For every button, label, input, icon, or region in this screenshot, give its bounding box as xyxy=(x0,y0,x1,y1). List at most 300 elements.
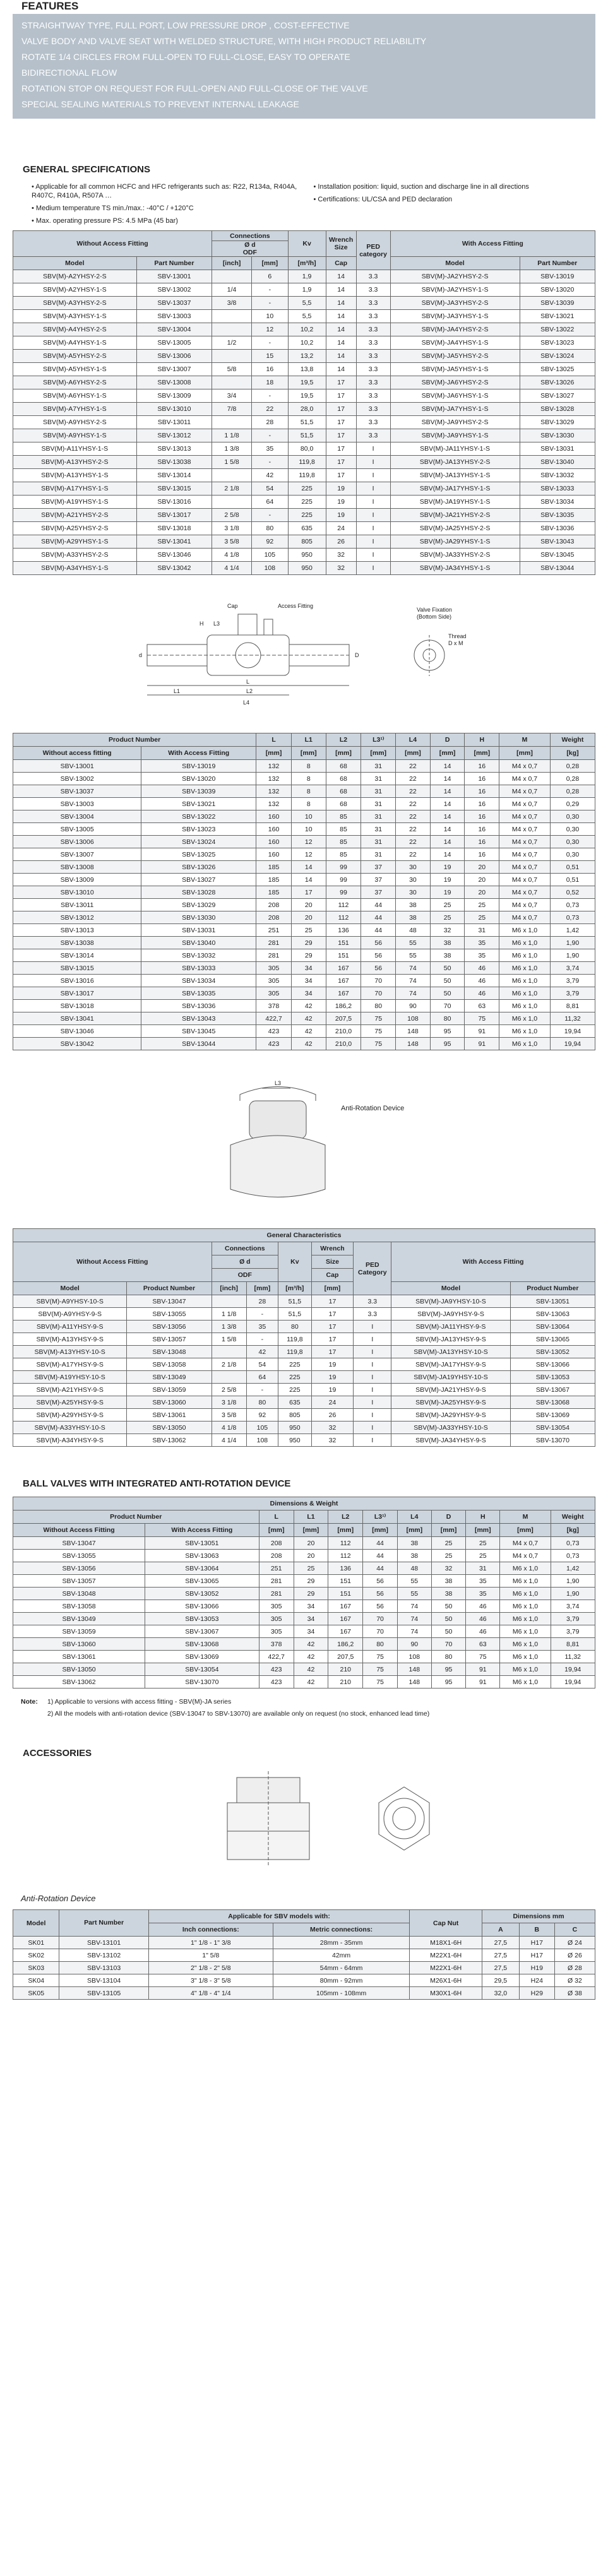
table-cell: 14 xyxy=(430,848,465,861)
table-cell: I xyxy=(354,1409,391,1422)
table-cell: I xyxy=(354,1384,391,1396)
table-cell: 35 xyxy=(465,949,499,962)
table-cell: 151 xyxy=(328,1588,363,1600)
table-row xyxy=(13,848,595,861)
table-cell: SBV-13062 xyxy=(127,1434,212,1447)
table-cell: 75 xyxy=(363,1651,397,1663)
table-cell: 42 xyxy=(294,1638,328,1651)
th-kv: Kv xyxy=(288,231,326,257)
table-cell: - xyxy=(252,283,289,297)
table-cell: 44 xyxy=(361,924,396,937)
table-cell: 3/8 xyxy=(212,297,252,310)
table-cell: SBV(M)-A11YHSY-9-S xyxy=(13,1321,127,1333)
table-cell: M6 x 1,0 xyxy=(499,1012,551,1025)
table-cell: 14 xyxy=(430,798,465,810)
table-cell: 1,42 xyxy=(550,924,595,937)
table-row xyxy=(13,760,595,773)
table-cell: 305 xyxy=(256,987,292,1000)
table-cell: 112 xyxy=(328,1537,363,1550)
table-cell: 42 xyxy=(291,1025,326,1038)
table-cell: M4 x 0,7 xyxy=(499,785,551,798)
table-cell: SBV(M)-JA29YHSY-1-S xyxy=(390,535,520,549)
note-2: 2) All the models with anti-rotation device (SBV-13047 to SBV-13070) are available only on request (no stock, enhanced lead time) xyxy=(47,1710,430,1718)
table-cell: 635 xyxy=(288,522,326,535)
table-cell: 48 xyxy=(397,1562,431,1575)
table-cell: SBV-13066 xyxy=(145,1600,259,1613)
table-cell: Ø 38 xyxy=(554,1987,595,2000)
table-cell: 805 xyxy=(278,1409,312,1422)
table-cell: 29 xyxy=(291,949,326,962)
table-cell: 119,8 xyxy=(278,1346,312,1358)
table-cell: M6 x 1,0 xyxy=(500,1651,551,1663)
table-cell: SBV-13069 xyxy=(145,1651,259,1663)
table-cell: M6 x 1,0 xyxy=(499,924,551,937)
table-cell: 32,0 xyxy=(482,1987,520,2000)
table-cell: 0,30 xyxy=(550,823,595,836)
table-cell: SBV(M)-A6YHSY-1-S xyxy=(13,389,137,403)
table-cell: 3.3 xyxy=(356,297,390,310)
table-cell: 14 xyxy=(430,785,465,798)
table-cell: SBV(M)-JA13YHSY-2-S xyxy=(390,456,520,469)
table-cell: 17 xyxy=(326,429,356,442)
table-cell: 32 xyxy=(311,1434,354,1447)
table-cell: 186,2 xyxy=(326,1000,361,1012)
table-cell: I xyxy=(354,1371,391,1384)
table-cell: 54 xyxy=(246,1358,278,1371)
table-cell: 80 xyxy=(252,522,289,535)
table-cell: 75 xyxy=(466,1651,500,1663)
table-cell: 281 xyxy=(259,1575,294,1588)
table-cell: 19 xyxy=(326,496,356,509)
table-cell: 207,5 xyxy=(326,1012,361,1025)
table-cell: 31 xyxy=(361,798,396,810)
th-D: D xyxy=(431,1511,465,1524)
table-cell: 37 xyxy=(361,874,396,886)
table-cell: 3,79 xyxy=(550,987,595,1000)
table-row xyxy=(13,1012,595,1025)
table-cell: 19,94 xyxy=(550,1038,595,1050)
table-row xyxy=(13,861,595,874)
table-cell: SBV-13022 xyxy=(141,810,256,823)
th-B: B xyxy=(519,1923,554,1937)
valve-cap xyxy=(238,614,257,635)
th-D: D xyxy=(430,733,465,747)
notes xyxy=(13,1696,595,1720)
table-cell: I xyxy=(356,496,390,509)
table-cell: 22 xyxy=(396,848,431,861)
th-unit-M: [mm] xyxy=(499,747,551,760)
table-row xyxy=(13,975,595,987)
table-cell: SBV(M)-JA3YHSY-1-S xyxy=(390,310,520,323)
spec-item: • Installation position: liquid, suction and discharge line in all directions xyxy=(313,183,529,191)
th-model-with: Model xyxy=(390,257,520,270)
table-cell: SBV-13064 xyxy=(145,1562,259,1575)
table-cell: 950 xyxy=(278,1434,312,1447)
table-cell: 119,8 xyxy=(288,456,326,469)
table-cell: 148 xyxy=(397,1663,431,1676)
table-cell: 38 xyxy=(396,899,431,911)
table-cell: 4" 1/8 - 4" 1/4 xyxy=(148,1987,273,2000)
table-cell: SBV-13021 xyxy=(141,798,256,810)
table-cell: 91 xyxy=(466,1663,500,1676)
table-cell: SBV(M)-A5YHSY-2-S xyxy=(13,350,137,363)
table-cell: 10 xyxy=(291,823,326,836)
table-cell: 635 xyxy=(278,1396,312,1409)
table-cell: 27,5 xyxy=(482,1962,520,1974)
table-cell: SBV-13050 xyxy=(13,1663,145,1676)
table-cell: 3 1/8 xyxy=(212,1396,246,1409)
table-cell: 0,30 xyxy=(550,836,595,848)
th-connections: Connections xyxy=(212,1242,278,1255)
table-row xyxy=(13,899,595,911)
table-cell: 208 xyxy=(259,1550,294,1562)
th-unit-H: [mm] xyxy=(466,1524,500,1537)
table-cell: SBV-13023 xyxy=(520,336,595,350)
table-cell: SBV-13038 xyxy=(136,456,212,469)
table-row xyxy=(13,496,595,509)
table-cell: 251 xyxy=(256,924,292,937)
table-row xyxy=(13,785,595,798)
table-row xyxy=(13,1575,595,1588)
table-cell: SBV-13005 xyxy=(136,336,212,350)
table-cell: 63 xyxy=(465,1000,499,1012)
table-cell: M6 x 1,0 xyxy=(499,1038,551,1050)
table-cell: 3.3 xyxy=(356,336,390,350)
th-capnut: Cap Nut xyxy=(410,1910,482,1937)
device-cap xyxy=(249,1101,306,1139)
valve-top xyxy=(230,1136,325,1197)
table-cell: SBV-13046 xyxy=(13,1025,141,1038)
accessories-title: ACCESSORIES xyxy=(23,1748,92,1759)
table-cell: 30 xyxy=(396,886,431,899)
table-cell: 10 xyxy=(291,810,326,823)
th-with: With Access Fitting xyxy=(145,1524,259,1537)
table-cell: 16 xyxy=(465,785,499,798)
table-cell: M6 x 1,0 xyxy=(500,1625,551,1638)
th-mm2: [mm] xyxy=(311,1282,354,1295)
device-top xyxy=(240,1087,316,1101)
table-cell: 185 xyxy=(256,874,292,886)
spec-item: • Max. operating pressure PS: 4.5 MPa (45 bar) xyxy=(32,217,178,225)
table-cell: SBV-13032 xyxy=(520,469,595,482)
table-cell: 75 xyxy=(465,1012,499,1025)
table-cell: 75 xyxy=(361,1038,396,1050)
table-cell: M4 x 0,7 xyxy=(499,810,551,823)
table-cell: SBV(M)-JA7YHSY-1-S xyxy=(390,403,520,416)
table-cell: 167 xyxy=(326,962,361,975)
table-cell: 1,9 xyxy=(288,270,326,283)
table-cell: 251 xyxy=(259,1562,294,1575)
table-cell: 19 xyxy=(311,1384,354,1396)
table-cell: SBV(M)-A17YHSY-9-S xyxy=(13,1358,127,1371)
table-cell: 90 xyxy=(397,1638,431,1651)
table-cell: SBV(M)-A6YHSY-2-S xyxy=(13,376,137,389)
table-cell: SBV-13060 xyxy=(13,1638,145,1651)
th-wrench: Wrench xyxy=(311,1242,354,1255)
table-row xyxy=(13,535,595,549)
table-cell: 108 xyxy=(252,562,289,575)
table-cell: 17 xyxy=(311,1321,354,1333)
table-cell: SBV(M)-A29YHSY-9-S xyxy=(13,1409,127,1422)
table-cell: 13,8 xyxy=(288,363,326,376)
table-cell: 225 xyxy=(278,1371,312,1384)
anti-rotation-section-title: BALL VALVES WITH INTEGRATED ANTI-ROTATION DEVICE xyxy=(23,1478,291,1489)
table-cell: SBV(M)-A4YHSY-1-S xyxy=(13,336,137,350)
th-unit-L4: [mm] xyxy=(397,1524,431,1537)
th-unit-L3: [mm] xyxy=(361,747,396,760)
table-cell: SBV-13044 xyxy=(520,562,595,575)
table-cell: M26X1-6H xyxy=(410,1974,482,1987)
table-cell: SBV(M)-A11YHSY-1-S xyxy=(13,442,137,456)
th-product: Product Number xyxy=(127,1282,212,1295)
table-cell: 185 xyxy=(256,886,292,899)
table-cell: 30 xyxy=(396,861,431,874)
table-cell: 1/4 xyxy=(212,283,252,297)
table-cell: M4 x 0,7 xyxy=(499,823,551,836)
table-cell: 17 xyxy=(326,442,356,456)
table-cell: 24 xyxy=(326,522,356,535)
table-cell: 148 xyxy=(396,1038,431,1050)
table-cell: 305 xyxy=(259,1600,294,1613)
table-cell: 46 xyxy=(465,987,499,1000)
table-cell: 108 xyxy=(397,1651,431,1663)
table-cell: 80 xyxy=(430,1012,465,1025)
table-cell: 3" 1/8 - 3" 5/8 xyxy=(148,1974,273,1987)
table-cell: 14 xyxy=(430,823,465,836)
th-size: Size xyxy=(311,1255,354,1269)
feature-item: VALVE BODY AND VALVE SEAT WITH WELDED STRUCTURE, WITH HIGH PRODUCT RELIABILITY xyxy=(21,36,427,46)
table-cell: 31 xyxy=(361,773,396,785)
accessory-subtitle: Anti-Rotation Device xyxy=(21,1894,96,1903)
table-cell: M6 x 1,0 xyxy=(499,975,551,987)
th-part: Part Number xyxy=(136,257,212,270)
accessory-hex xyxy=(379,1787,429,1850)
table-cell: 56 xyxy=(363,1575,397,1588)
table-cell: 32 xyxy=(326,549,356,562)
table-cell: 0,73 xyxy=(550,911,595,924)
table-row xyxy=(13,363,595,376)
table-cell: 112 xyxy=(326,911,361,924)
table-cell: 208 xyxy=(256,899,292,911)
table-cell: SBV-13030 xyxy=(141,911,256,924)
table-cell: 32 xyxy=(326,562,356,575)
table-cell xyxy=(212,1371,246,1384)
table-cell: SBV(M)-JA6YHSY-2-S xyxy=(390,376,520,389)
th-unit-L: [mm] xyxy=(259,1524,294,1537)
table-cell: M4 x 0,7 xyxy=(499,899,551,911)
table-cell: 0,51 xyxy=(550,861,595,874)
table-cell: 90 xyxy=(396,1000,431,1012)
table-cell: SBV-13012 xyxy=(13,911,141,924)
table-cell: SBV(M)-JA4YHSY-2-S xyxy=(390,323,520,336)
table-row xyxy=(13,403,595,416)
table-cell: SBV-13026 xyxy=(520,376,595,389)
table-cell: 3.3 xyxy=(356,283,390,297)
table-row xyxy=(13,429,595,442)
table-cell: 74 xyxy=(396,987,431,1000)
table-cell: 3 5/8 xyxy=(212,1409,246,1422)
table-cell: 85 xyxy=(326,848,361,861)
table-cell: 2 5/8 xyxy=(212,509,252,522)
table-cell: SBV(M)-A29YHSY-1-S xyxy=(13,535,137,549)
table-cell: SBV-13016 xyxy=(136,496,212,509)
table-cell: SBV-13045 xyxy=(141,1025,256,1038)
table-cell: M6 x 1,0 xyxy=(499,937,551,949)
table-cell: 56 xyxy=(363,1600,397,1613)
table-cell: SBV-13070 xyxy=(510,1434,595,1447)
table-row xyxy=(13,1651,595,1663)
table-cell: 54 xyxy=(252,482,289,496)
table-cell: SBV(M)-JA19YHSY-1-S xyxy=(390,496,520,509)
specs-title: GENERAL SPECIFICATIONS xyxy=(23,164,150,175)
table-cell: 19,94 xyxy=(550,1025,595,1038)
table-cell: SBV(M)-JA11YHSY-9-S xyxy=(391,1321,510,1333)
table-cell: 148 xyxy=(397,1676,431,1689)
table-cell: SBV-13040 xyxy=(520,456,595,469)
table-cell: 25 xyxy=(294,1562,328,1575)
table-cell: 29 xyxy=(291,937,326,949)
table-cell: 14 xyxy=(326,350,356,363)
general-characteristics-table xyxy=(13,1228,595,1447)
table-row xyxy=(13,937,595,949)
table-cell: SBV(M)-JA33YHSY-2-S xyxy=(390,549,520,562)
label-fixation: Valve Fixation xyxy=(417,607,452,613)
table-cell: SBV-13029 xyxy=(520,416,595,429)
table-cell: I xyxy=(354,1333,391,1346)
table-row xyxy=(13,911,595,924)
table-cell: I xyxy=(354,1321,391,1333)
table-cell: 151 xyxy=(326,937,361,949)
table-cell: 54mm - 64mm xyxy=(273,1962,409,1974)
table-cell: 95 xyxy=(431,1663,465,1676)
label-thread: Thread xyxy=(448,633,467,639)
table-cell: SBV-13001 xyxy=(13,760,141,773)
table-cell: 20 xyxy=(465,886,499,899)
table-cell: SBV(M)-JA13YHSY-10-S xyxy=(391,1346,510,1358)
th-unit-L1: [mm] xyxy=(291,747,326,760)
table-cell: 46 xyxy=(466,1600,500,1613)
table-cell: - xyxy=(252,456,289,469)
table-cell: 10 xyxy=(252,310,289,323)
table-cell: 16 xyxy=(252,363,289,376)
table-cell: 46 xyxy=(465,975,499,987)
table-cell: 19 xyxy=(430,886,465,899)
table-cell: 38 xyxy=(430,949,465,962)
table-cell: 22 xyxy=(396,785,431,798)
table-cell: 151 xyxy=(326,949,361,962)
table-cell: 75 xyxy=(363,1676,397,1689)
table-cell: 50 xyxy=(431,1625,465,1638)
table-row xyxy=(13,1562,595,1575)
table-cell: 25 xyxy=(465,911,499,924)
table-cell: 4 1/8 xyxy=(212,1422,246,1434)
table-cell: 26 xyxy=(326,535,356,549)
table-row xyxy=(13,1422,595,1434)
table-cell: 99 xyxy=(326,861,361,874)
table-row xyxy=(13,1613,595,1625)
table-cell: 44 xyxy=(361,911,396,924)
spec-item: • Certifications: UL/CSA and PED declaration xyxy=(313,196,453,203)
table-cell: 378 xyxy=(259,1638,294,1651)
table-cell: SBV-13008 xyxy=(136,376,212,389)
table-cell: 70 xyxy=(363,1625,397,1638)
table-row xyxy=(13,270,595,283)
table-cell: 8 xyxy=(291,798,326,810)
dim-L: L xyxy=(246,679,250,685)
table-cell: SBV-13029 xyxy=(141,899,256,911)
table-cell: I xyxy=(356,442,390,456)
table-cell: I xyxy=(356,549,390,562)
table-cell: 31 xyxy=(361,823,396,836)
table-cell: 160 xyxy=(256,810,292,823)
table-cell: 34 xyxy=(294,1600,328,1613)
table-cell: 42 xyxy=(291,1000,326,1012)
table-cell: 35 xyxy=(465,937,499,949)
table-cell: SBV(M)-JA3YHSY-2-S xyxy=(390,297,520,310)
table-cell: 99 xyxy=(326,886,361,899)
table-cell: Ø 26 xyxy=(554,1949,595,1962)
table-cell: SBV(M)-JA21YHSY-9-S xyxy=(391,1384,510,1396)
table-cell: 42 xyxy=(294,1651,328,1663)
table-cell: 19 xyxy=(311,1371,354,1384)
table-cell: SBV-13024 xyxy=(141,836,256,848)
table-cell: SBV-13070 xyxy=(145,1676,259,1689)
table-cell: 16 xyxy=(465,810,499,823)
th-connections: Connections xyxy=(212,231,288,241)
table-cell: SBV-13009 xyxy=(13,874,141,886)
table-cell: 423 xyxy=(256,1025,292,1038)
table-cell: 74 xyxy=(396,962,431,975)
table-cell: SK05 xyxy=(13,1987,59,2000)
table-cell: 105 xyxy=(252,549,289,562)
th-L4: L4 xyxy=(397,1511,431,1524)
table-cell: 210,0 xyxy=(326,1025,361,1038)
table-cell: 29 xyxy=(294,1575,328,1588)
table-cell: 10,2 xyxy=(288,336,326,350)
table-row xyxy=(13,1625,595,1638)
table-cell: SBV-13069 xyxy=(510,1409,595,1422)
table-cell: 74 xyxy=(397,1625,431,1638)
table-cell: SK03 xyxy=(13,1962,59,1974)
table-cell: 151 xyxy=(328,1575,363,1588)
table-cell xyxy=(212,496,252,509)
table-cell: 8 xyxy=(291,785,326,798)
table-cell: 16 xyxy=(465,798,499,810)
table-cell: SBV-13034 xyxy=(141,975,256,987)
table-cell: SBV-13044 xyxy=(141,1038,256,1050)
table-cell: SBV-13061 xyxy=(13,1651,145,1663)
table-cell: 3,79 xyxy=(551,1625,595,1638)
table-cell: SBV-13048 xyxy=(127,1346,212,1358)
th-dims: Dimensions mm xyxy=(482,1910,595,1923)
th-product: Product Number xyxy=(13,1511,259,1524)
table-row xyxy=(13,1038,595,1050)
table-cell: SBV-13016 xyxy=(13,975,141,987)
table-cell: 805 xyxy=(288,535,326,549)
table-cell: SBV(M)-JA19YHSY-10-S xyxy=(391,1371,510,1384)
specs-right xyxy=(314,182,596,229)
table-cell: 31 xyxy=(466,1562,500,1575)
table-cell: 50 xyxy=(430,987,465,1000)
table-cell: SBV(M)-JA5YHSY-1-S xyxy=(390,363,520,376)
table-cell: M6 x 1,0 xyxy=(500,1663,551,1676)
table-cell: 64 xyxy=(246,1371,278,1384)
table-cell: SBV-13058 xyxy=(127,1358,212,1371)
table-cell: SBV-13057 xyxy=(127,1333,212,1346)
th-inch: [inch] xyxy=(212,257,252,270)
table-cell: SK01 xyxy=(13,1937,59,1949)
table-cell: SBV(M)-A21YHSY-9-S xyxy=(13,1384,127,1396)
